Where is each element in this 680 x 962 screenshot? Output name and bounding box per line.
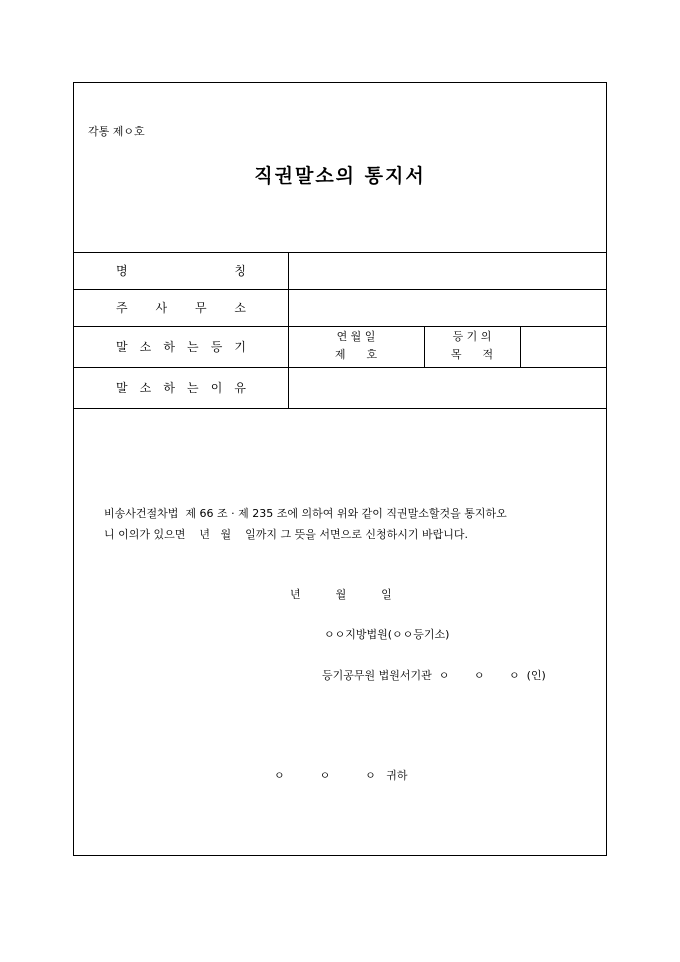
date-number-cell xyxy=(288,328,424,364)
body-line-2: 니 이의가 있으면 년 월 일까지 그 뜻을 서면으로 신청하시기 바랍니다. xyxy=(104,528,468,541)
registrar-signature: 등기공무원 법원서기관 ㅇ ㅇ ㅇ (인) xyxy=(322,669,546,682)
registration-label-cell xyxy=(74,326,288,367)
court-name: ㅇㅇ지방법원(ㅇㅇ등기소) xyxy=(324,628,450,641)
registration-label: 말 소 하 는 등 기 xyxy=(116,340,246,354)
office-label: 주 사 무 소 xyxy=(116,301,246,315)
document-title: 직권말소의 통지서 xyxy=(254,165,426,187)
number-label: 제 호 xyxy=(334,348,378,361)
table-bottom-border xyxy=(74,408,606,409)
purpose-label-2: 목 적 xyxy=(450,348,494,361)
name-label: 명 칭 xyxy=(116,264,246,278)
notice-body xyxy=(104,503,586,545)
subcell-divider xyxy=(520,326,521,367)
reason-label: 말 소 하 는 이 유 xyxy=(116,381,246,395)
notice-form xyxy=(73,82,607,856)
purpose-label-1: 등 기 의 xyxy=(452,330,492,343)
purpose-cell xyxy=(424,328,520,364)
date-line: 년 월 일 xyxy=(290,588,392,601)
office-label-cell xyxy=(74,289,288,326)
addressee: ㅇ ㅇ ㅇ 귀하 xyxy=(274,769,408,782)
name-label-cell xyxy=(74,252,288,289)
date-label: 연 월 일 xyxy=(336,330,376,343)
reason-label-cell xyxy=(74,367,288,408)
body-line-1: 비송사건절차법 제 66 조 · 제 235 조에 의하여 위와 같이 직권말소할것을 통지하오 xyxy=(104,507,507,520)
document-number: 각통 제ㅇ호 xyxy=(88,125,145,138)
